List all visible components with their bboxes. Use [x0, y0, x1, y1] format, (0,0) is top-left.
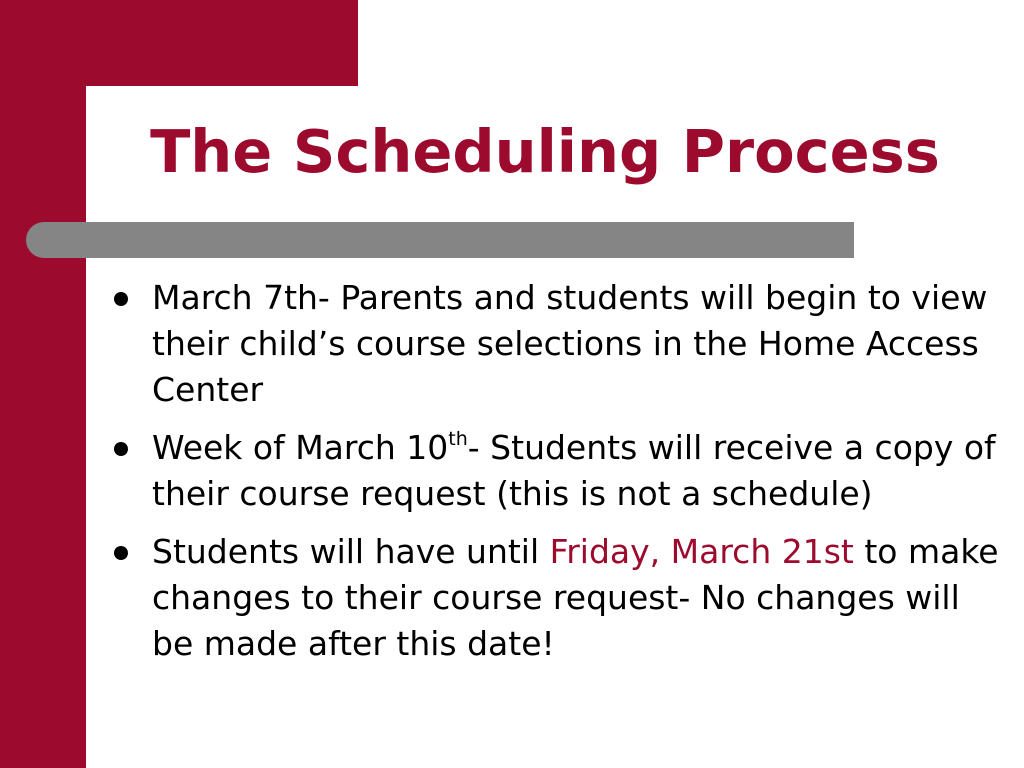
- bullet-dot-icon: [114, 292, 128, 306]
- slide-title: The Scheduling Process: [150, 117, 940, 186]
- deadline-highlight: Friday, March 21st: [549, 532, 854, 571]
- left-accent-band: [0, 0, 86, 768]
- top-accent-band: [0, 0, 358, 86]
- bullet-superscript: th: [448, 428, 468, 450]
- bullet-dot-icon: [114, 442, 128, 456]
- bullet-list: [110, 275, 1000, 679]
- title-divider-bar: [26, 222, 854, 258]
- bullet-item-1: [110, 275, 1000, 413]
- bullet-item-2: [110, 425, 1000, 517]
- bullet-dot-icon: [114, 546, 128, 560]
- bullet-text-suffix: - Students will receive a copy of their course request (this is not a schedule): [152, 428, 996, 513]
- bullet-text: March 7th- Parents and students will begin to view their child’s course selections in the Home Access Center: [152, 278, 988, 409]
- bullet-item-3: [110, 529, 1000, 667]
- bullet-text-suffix: to make changes to their course request- No changes will be made after this date!: [152, 532, 999, 663]
- bullet-text-prefix: Week of March 10: [152, 428, 449, 467]
- bullet-text-prefix: Students will have until: [152, 532, 550, 571]
